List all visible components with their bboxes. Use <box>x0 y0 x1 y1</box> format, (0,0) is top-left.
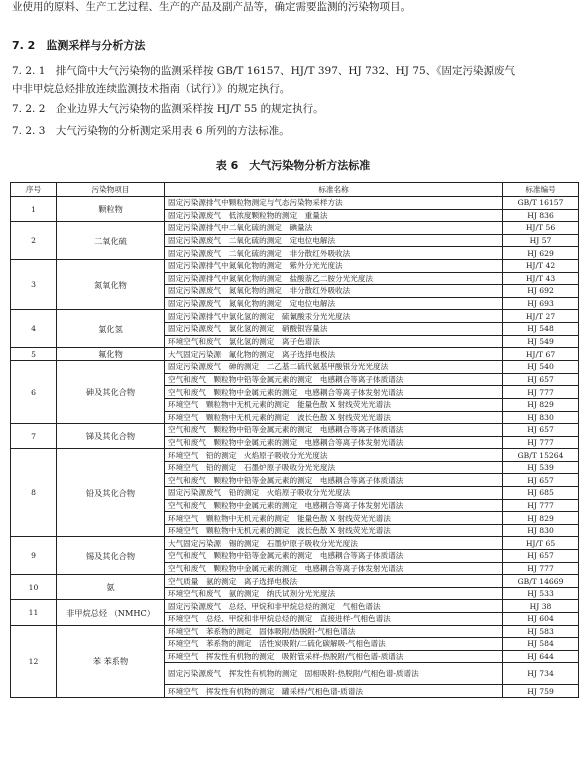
standard-code: GB/T 16157 <box>503 197 579 210</box>
standard-code: HJ 830 <box>503 524 579 537</box>
standard-code: HJ 692 <box>503 285 579 298</box>
standard-name: 固定污染源废气 砷的测定 二乙基二硫代氨基甲酸银分光光度法 <box>165 361 503 374</box>
standard-code: HJ/T 67 <box>503 348 579 361</box>
standard-name: 环境空气 铅的测定 火焰原子吸收分光光度法 <box>165 449 503 462</box>
standard-name: 固定污染源废气 氯化氢的测定 硝酸银容量法 <box>165 322 503 335</box>
standard-name: 环境空气 颗粒物中无机元素的测定 能量色散 X 射线荧光光谱法 <box>165 398 503 411</box>
standard-code: HJ 836 <box>503 209 579 222</box>
standard-code: HJ 533 <box>503 587 579 600</box>
standard-name: 固定污染源废气 总烃、甲烷和非甲烷总烃的测定 气相色谱法 <box>165 600 503 613</box>
table-row <box>11 449 579 462</box>
pollutant-item: 锑及其化合物 <box>57 424 165 449</box>
header-pollutant: 污染物项目 <box>57 183 165 197</box>
standard-name: 固定污染源废气 二氧化硫的测定 定电位电解法 <box>165 234 503 247</box>
standard-name: 环境空气和废气 氯化氢的测定 离子色谱法 <box>165 335 503 348</box>
standard-name: 空气和废气 颗粒物中金属元素的测定 电感耦合等离子体发射光谱法 <box>165 562 503 575</box>
method-standards-table <box>10 182 579 698</box>
pollutant-item: 氯化氢 <box>57 310 165 348</box>
standard-code: HJ 548 <box>503 322 579 335</box>
standard-name: 大气固定污染源 氟化物的测定 离子选择电极法 <box>165 348 503 361</box>
standard-name: 固定污染源废气 氮氧化物的测定 定电位电解法 <box>165 297 503 310</box>
table-header-row <box>11 183 579 197</box>
table-row <box>11 197 579 210</box>
table-row <box>11 222 579 235</box>
standard-name: 环境空气 苯系物的测定 固体吸附/热脱附-气相色谱法 <box>165 625 503 638</box>
pollutant-item: 二氧化硫 <box>57 222 165 260</box>
table-row <box>11 424 579 437</box>
standard-code: HJ 604 <box>503 613 579 626</box>
standard-name: 固定污染源废气 挥发性有机物的测定 固相吸附-热脱附/气相色谱-质谱法 <box>165 663 503 685</box>
standard-name: 空气和废气 颗粒物中金属元素的测定 电感耦合等离子体发射光谱法 <box>165 499 503 512</box>
standard-code: HJ 759 <box>503 685 579 698</box>
pollutant-item: 氟化物 <box>57 348 165 361</box>
standard-code: HJ 583 <box>503 625 579 638</box>
table-row <box>11 361 579 374</box>
standard-name: 环境空气 铅的测定 石墨炉原子吸收分光光度法 <box>165 461 503 474</box>
standard-name: 大气固定污染源 锡的测定 石墨炉原子吸收分光光度法 <box>165 537 503 550</box>
standard-code: HJ/T 43 <box>503 272 579 285</box>
table-caption: 表 6 大气污染物分析方法标准 <box>215 159 371 172</box>
header-standard-name: 标准名称 <box>165 183 503 197</box>
standard-code: HJ/T 27 <box>503 310 579 323</box>
standard-code: HJ/T 65 <box>503 537 579 550</box>
standard-name: 环境空气 颗粒物中无机元素的测定 能量色散 X 射线荧光光谱法 <box>165 512 503 525</box>
table-row <box>11 575 579 588</box>
standard-code: HJ 777 <box>503 499 579 512</box>
section-heading: 7. 2 监测采样与分析方法 <box>12 39 146 52</box>
standard-code: HJ 777 <box>503 562 579 575</box>
standard-name: 固定污染源废气 低浓度颗粒物的测定 重量法 <box>165 209 503 222</box>
standard-name: 环境空气 苯系物的测定 活性炭吸附/二硫化碳解吸-气相色谱法 <box>165 638 503 651</box>
pollutant-item: 砷及其化合物 <box>57 361 165 424</box>
pollutant-item: 氨 <box>57 575 165 600</box>
row-number: 2 <box>11 222 57 260</box>
row-number: 3 <box>11 259 57 309</box>
standard-code: HJ 777 <box>503 436 579 449</box>
standard-code: HJ 540 <box>503 361 579 374</box>
row-number: 7 <box>11 424 57 449</box>
standard-code: GB/T 15264 <box>503 449 579 462</box>
standard-code: HJ/T 56 <box>503 222 579 235</box>
table-row <box>11 625 579 638</box>
pollutant-item: 颗粒物 <box>57 197 165 222</box>
standard-code: HJ 57 <box>503 234 579 247</box>
row-number: 8 <box>11 449 57 537</box>
paragraph-7-2-1-line2: 中非甲烷总烃排放连续监测技术指南（试行）》的规定执行。 <box>12 83 291 95</box>
row-number: 9 <box>11 537 57 575</box>
pollutant-item: 氮氧化物 <box>57 259 165 309</box>
table-row <box>11 310 579 323</box>
standard-code: HJ 657 <box>503 550 579 563</box>
standard-code: HJ 734 <box>503 663 579 685</box>
header-standard-code: 标准编号 <box>503 183 579 197</box>
standard-name: 空气和废气 颗粒物中铅等金属元素的测定 电感耦合等离子体质谱法 <box>165 373 503 386</box>
pollutant-item: 锡及其化合物 <box>57 537 165 575</box>
standard-code: HJ 685 <box>503 487 579 500</box>
standard-name: 固定污染源排气中氯化氢的测定 硫氰酸汞分光光度法 <box>165 310 503 323</box>
standard-code: HJ 829 <box>503 398 579 411</box>
standard-name: 空气和废气 颗粒物中金属元素的测定 电感耦合等离子体发射光谱法 <box>165 386 503 399</box>
standard-code: HJ 830 <box>503 411 579 424</box>
standard-code: HJ/T 42 <box>503 259 579 272</box>
standard-code: HJ 657 <box>503 373 579 386</box>
standard-name: 环境空气 挥发性有机物的测定 罐采样/气相色谱-质谱法 <box>165 685 503 698</box>
standard-code: HJ 629 <box>503 247 579 260</box>
standard-code: HJ 38 <box>503 600 579 613</box>
standard-code: HJ 549 <box>503 335 579 348</box>
standard-code: HJ 584 <box>503 638 579 651</box>
paragraph-7-2-3: 7. 2. 3 大气污染物的分析测定采用表 6 所列的方法标准。 <box>12 125 290 137</box>
standard-name: 环境空气 总烃、甲烷和非甲烷总烃的测定 直接进样-气相色谱法 <box>165 613 503 626</box>
row-number: 5 <box>11 348 57 361</box>
standard-name: 空气和废气 颗粒物中铅等金属元素的测定 电感耦合等离子体质谱法 <box>165 550 503 563</box>
table-row <box>11 600 579 613</box>
table-row <box>11 259 579 272</box>
standard-name: 空气质量 氨的测定 离子选择电极法 <box>165 575 503 588</box>
standard-name: 固定污染源废气 铅的测定 火焰原子吸收分光光度法 <box>165 487 503 500</box>
row-number: 12 <box>11 625 57 697</box>
standard-code: HJ 657 <box>503 474 579 487</box>
standard-name: 空气和废气 颗粒物中金属元素的测定 电感耦合等离子体发射光谱法 <box>165 436 503 449</box>
header-no: 序号 <box>11 183 57 197</box>
standard-name: 环境空气 颗粒物中无机元素的测定 波长色散 X 射线荧光光谱法 <box>165 411 503 424</box>
standard-name: 固定污染源排气中氮氧化物的测定 盐酸萘乙二胺分光光度法 <box>165 272 503 285</box>
table-row <box>11 348 579 361</box>
intro-paragraph: 业使用的原料、生产工艺过程、生产的产品及副产品等，确定需要监测的污染物项目。 <box>12 1 411 13</box>
pollutant-item: 非甲烷总烃 （NMHC） <box>57 600 165 625</box>
standard-code: HJ 644 <box>503 650 579 663</box>
standard-code: HJ 777 <box>503 386 579 399</box>
pollutant-item: 苯 苯系物 <box>57 625 165 697</box>
standard-name: 环境空气和废气 氨的测定 纳氏试剂分光光度法 <box>165 587 503 600</box>
paragraph-7-2-1-line1: 7. 2. 1 排气筒中大气污染物的监测采样按 GB/T 16157、HJ/T 397、HJ 732、HJ 75、《固定污染源废气 <box>12 65 515 77</box>
standard-name: 固定污染源废气 氮氧化物的测定 非分散红外吸收法 <box>165 285 503 298</box>
standard-name: 固定污染源排气中颗粒物测定与气态污染物采样方法 <box>165 197 503 210</box>
standard-name: 固定污染源排气中二氧化硫的测定 碘量法 <box>165 222 503 235</box>
standard-code: HJ 539 <box>503 461 579 474</box>
standard-name: 环境空气 挥发性有机物的测定 吸附管采样-热脱附/气相色谱-质谱法 <box>165 650 503 663</box>
table-body <box>11 197 579 698</box>
standard-code: HJ 657 <box>503 424 579 437</box>
row-number: 11 <box>11 600 57 625</box>
standard-code: GB/T 14669 <box>503 575 579 588</box>
standard-name: 固定污染源排气中氮氧化物的测定 紫外分光光度法 <box>165 259 503 272</box>
standard-code: HJ 829 <box>503 512 579 525</box>
standard-name: 空气和废气 颗粒物中铅等金属元素的测定 电感耦合等离子体质谱法 <box>165 424 503 437</box>
row-number: 6 <box>11 361 57 424</box>
standard-name: 空气和废气 颗粒物中铅等金属元素的测定 电感耦合等离子体质谱法 <box>165 474 503 487</box>
row-number: 4 <box>11 310 57 348</box>
standard-name: 固定污染源废气 二氧化硫的测定 非分散红外吸收法 <box>165 247 503 260</box>
standard-name: 环境空气 颗粒物中无机元素的测定 波长色散 X 射线荧光光谱法 <box>165 524 503 537</box>
paragraph-7-2-2: 7. 2. 2 企业边界大气污染物的监测采样按 HJ/T 55 的规定执行。 <box>12 103 324 115</box>
row-number: 1 <box>11 197 57 222</box>
table-row <box>11 537 579 550</box>
pollutant-item: 铅及其化合物 <box>57 449 165 537</box>
row-number: 10 <box>11 575 57 600</box>
standard-code: HJ 693 <box>503 297 579 310</box>
